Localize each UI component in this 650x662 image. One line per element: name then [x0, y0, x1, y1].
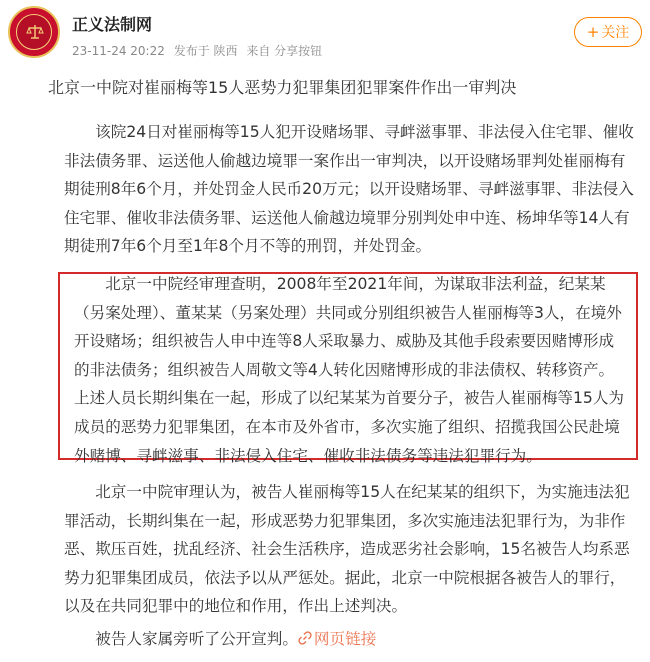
post-paragraph-3: 北京一中院审理认为，被告人崔丽梅等15人在纪某某的组织下，为实施违法犯罪活动，长期纠集在一起，形成恶势力犯罪集团，多次实施违法犯罪行为，为非作恶、欺压百姓，扰乱经济、社会生活秩序，造成恶劣社会影响，15名被告人均系恶势力犯罪集团成员，依法予以从严惩处。据此，北京一中院根据各被告人的罪行，以及在共同犯罪中的地位和作用，作出上述判决。	[64, 483, 630, 616]
post-paragraph-2: 北京一中院经审理查明，2008年至2021年间，为谋取非法利益，纪某某（另案处理）、董某某（另案处理）共同或分别组织被告人崔丽梅等3人，在境外开设赌场；组织被告人申中连等8人采取暴力、威胁及其他手段索要因赌博形成的非法债务；组织被告人周敬文等4人转化因赌博形成的非法债权、转移资产。上述人员长期纠集在一起，形成了以纪某某为首要分子，被告人崔丽梅等15人为成员的恶势力犯罪集团，在本市及外省市，多次实施了组织、招揽我国公民赴境外赌博、寻衅滋事、非法侵入住宅、催收非法债务等违法犯罪行为。	[74, 275, 625, 465]
follow-button-label: 关注	[601, 25, 630, 41]
justice-scale-badge-icon	[16, 14, 52, 50]
post-title: 北京一中院对崔丽梅等15人恶势力犯罪集团犯罪案件作出一审判决	[48, 78, 517, 97]
post-header	[0, 0, 650, 70]
post-paragraph-1: 该院24日对崔丽梅等15人犯开设赌场罪、寻衅滋事罪、非法侵入住宅罪、催收非法债务罪、运送他人偷越边境罪一案作出一审判决，以开设赌场罪判处崔丽梅有期徒刑8年6个月，并处罚金人民币20万元；以开设赌场罪、寻衅滋事罪、非法侵入住宅罪、催收非法债务罪、运送他人偷越边境罪分别判处申中连、杨坤华等14人有期徒刑7年6个月至1年8个月不等的刑罚，并处罚金。	[64, 123, 634, 256]
avatar[interactable]	[8, 6, 60, 58]
post-timestamp: 23-11-24 20:22	[72, 44, 165, 58]
post-location: 发布于 陕西	[173, 44, 238, 58]
plus-icon: +	[586, 23, 600, 41]
post-meta	[72, 42, 327, 59]
link-icon	[298, 631, 312, 645]
post-source[interactable]: 来自 分享按钮	[246, 44, 323, 58]
author-name[interactable]: 正义法制网	[72, 15, 153, 34]
post-paragraph-4-text: 被告人家属旁听了公开宣判。	[95, 630, 298, 648]
web-link[interactable]	[298, 630, 376, 648]
post-paragraph-4	[64, 625, 634, 654]
web-link-label: 网页链接	[313, 630, 377, 648]
follow-button[interactable]	[574, 17, 642, 47]
